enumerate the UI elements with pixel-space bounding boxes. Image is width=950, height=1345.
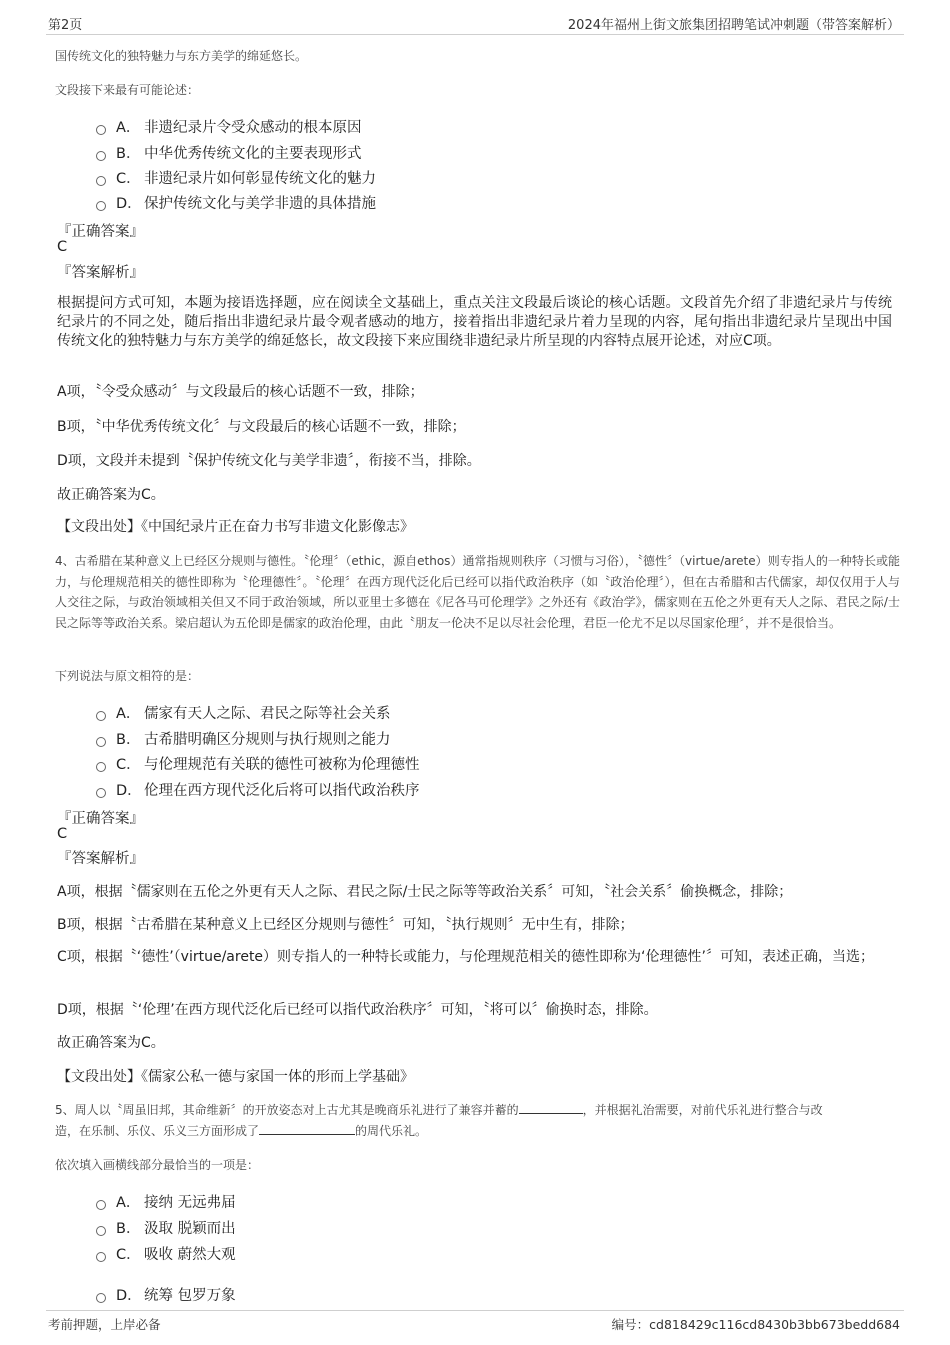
q4-option-c[interactable]: C． 与伦理规范有关联的德性可被称为伦理德性 [96,753,420,773]
q4-note-c: C项，根据〝‘德性’（virtue/arete）则专指人的一种特长或能力，与伦理规范相关的德性即称为‘伦理德性’〞可知，表述正确，当选； [57,949,874,965]
question-4-prompt: 下列说法与原文相符的是： [55,669,200,683]
document-title: 2024年福州上街文旅集团招聘笔试冲刺题（带答案解析） [567,18,900,33]
q4-note-a: A项，根据〝儒家则在五伦之外更有天人之际、君民之际/士民之际等等政治关系〞可知，〝社会关系〞偷换概念，排除； [57,884,793,900]
q3-source: 【文段出处】《中国纪录片正在奋力书写非遗文化影像志》 [57,519,414,535]
q4-note-d: D项，根据〝‘伦理’在西方现代泛化后已经可以指代政治秩序〞可知，〝将可以〞偷换时态，排除。 [57,1002,658,1018]
q3-answer-label: 『正确答案』 [57,224,144,240]
fill-blank-2[interactable] [259,1122,355,1135]
question-3-stem-tail: 国传统文化的独特魅力与东方美学的绵延悠长。 [55,49,308,63]
option-text: 伦理在西方现代泛化后将可以指代政治秩序 [144,783,420,799]
radio-icon[interactable] [96,711,106,721]
q5-option-b[interactable]: B． 汲取 脱颖而出 [96,1217,236,1237]
question-5-stem-line-2: 造，在乐制、乐仪、乐义三方面形成了 的周代乐礼。 [55,1124,428,1138]
question-4-stem: 4、古希腊在某种意义上已经区分规则与德性。〝伦理〞（ethic，源自ethos）通常指规则秩序（习惯与习俗），〝德性〞（virtue/arete）则专指人的一种特长或能力，与伦理规范相关的德性即称为〝伦理德性〞。〝伦理〞在西方现代泛化后已经可以指代政治秩序（如〝政治伦理〞），但在古希腊和古代儒家，却仅仅用于人与人交往之际，与政治领域相关但又不同于政治领域，所以亚里士多德在《尼各马可伦理学》之外还有《政治学》，儒家则在五伦之外更有天人之际、君民之际/士民之际等等政治关系。梁启超认为五伦即是儒家的政治伦理，由此〝朋友一伦决不足以尽社会伦理，君臣一伦尤不足以尽国家伦理〞，并不是很恰当。 [55,554,900,630]
option-text: 儒家有天人之际、君民之际等社会关系 [144,706,391,722]
q4-source: 【文段出处】《儒家公私一德与家国一体的形而上学基础》 [57,1069,414,1085]
question-5-stem-line-1: 5、周人以〝周虽旧邦，其命维新〞的开放姿态对上古尤其是晚商乐礼进行了兼容并蓄的 ，并根据礼治需要，对前代乐礼进行整合与改 [55,1103,823,1117]
page-number: 第2页 [48,18,83,33]
q4-option-d[interactable]: D． 伦理在西方现代泛化后将可以指代政治秩序 [96,779,420,799]
radio-icon[interactable] [96,176,106,186]
q4-option-b[interactable]: B． 古希腊明确区分规则与执行规则之能力 [96,728,391,748]
footer-slogan: 考前押题，上岸必备 [48,1317,161,1332]
option-text: 汲取 脱颖而出 [144,1221,236,1237]
radio-icon[interactable] [96,737,106,747]
option-text: 与伦理规范有关联的德性可被称为伦理德性 [144,757,420,773]
radio-icon[interactable] [96,1252,106,1262]
q3-analysis-label: 『答案解析』 [57,265,144,281]
radio-icon[interactable] [96,125,106,135]
q3-option-d[interactable]: D． 保护传统文化与美学非遗的具体措施 [96,192,376,212]
q3-conclusion: 故正确答案为C。 [57,487,165,503]
q3-answer: C [57,239,68,255]
page-header [46,12,904,35]
question-5-prompt: 依次填入画横线部分最恰当的一项是： [55,1158,260,1172]
option-text: 保护传统文化与美学非遗的具体措施 [144,196,376,212]
q5-option-c[interactable]: C． 吸收 蔚然大观 [96,1243,236,1263]
option-text: 非遗纪录片令受众感动的根本原因 [144,120,362,136]
q5-option-d[interactable]: D． 统筹 包罗万象 [96,1284,236,1304]
q3-option-c[interactable]: C． 非遗纪录片如何彰显传统文化的魅力 [96,167,376,187]
radio-icon[interactable] [96,762,106,772]
question-3-prompt: 文段接下来最有可能论述： [55,83,200,97]
q5-option-a[interactable]: A． 接纳 无远弗届 [96,1191,236,1211]
radio-icon[interactable] [96,1200,106,1210]
q3-note-b: B项，〝中华优秀传统文化〞与文段最后的核心话题不一致，排除； [57,419,466,435]
q3-analysis-main: 根据提问方式可知，本题为接语选择题，应在阅读全文基础上，重点关注文段最后谈论的核心话题。文段首先介绍了非遗纪录片与传统纪录片的不同之处，随后指出非遗纪录片最令观者感动的地方，接着指出非遗纪录片着力呈现的内容，尾句指出非遗纪录片呈现出中国传统文化的独特魅力与东方美学的绵延悠长，故文段接下来应围绕非遗纪录片所呈现的内容特点展开论述，对应C项。 [57,295,892,349]
option-text: 非遗纪录片如何彰显传统文化的魅力 [144,171,376,187]
fill-blank-1[interactable] [519,1101,583,1114]
option-text: 吸收 蔚然大观 [144,1247,236,1263]
radio-icon[interactable] [96,788,106,798]
radio-icon[interactable] [96,201,106,211]
q3-note-a: A项，〝令受众感动〞与文段最后的核心话题不一致，排除； [57,384,424,400]
q3-option-a[interactable]: A． 非遗纪录片令受众感动的根本原因 [96,116,362,136]
q4-note-b: B项，根据〝古希腊在某种意义上已经区分规则与德性〞可知，〝执行规则〞无中生有，排除； [57,917,634,933]
option-text: 接纳 无远弗届 [144,1195,236,1211]
q4-analysis-label: 『答案解析』 [57,851,144,867]
q4-option-a[interactable]: A． 儒家有天人之际、君民之际等社会关系 [96,702,391,722]
page-footer [46,1310,904,1335]
document-id: 编号：cd818429c116cd8430b3bb673bedd684 [611,1317,900,1332]
q4-conclusion: 故正确答案为C。 [57,1035,165,1051]
q3-note-d: D项，文段并未提到〝保护传统文化与美学非遗〞，衔接不当，排除。 [57,453,481,469]
radio-icon[interactable] [96,151,106,161]
option-text: 古希腊明确区分规则与执行规则之能力 [144,732,391,748]
q4-answer-label: 『正确答案』 [57,811,144,827]
q3-option-b[interactable]: B． 中华优秀传统文化的主要表现形式 [96,142,362,162]
option-text: 统筹 包罗万象 [144,1288,236,1304]
radio-icon[interactable] [96,1293,106,1303]
q4-answer: C [57,826,68,842]
option-text: 中华优秀传统文化的主要表现形式 [144,146,362,162]
radio-icon[interactable] [96,1226,106,1236]
